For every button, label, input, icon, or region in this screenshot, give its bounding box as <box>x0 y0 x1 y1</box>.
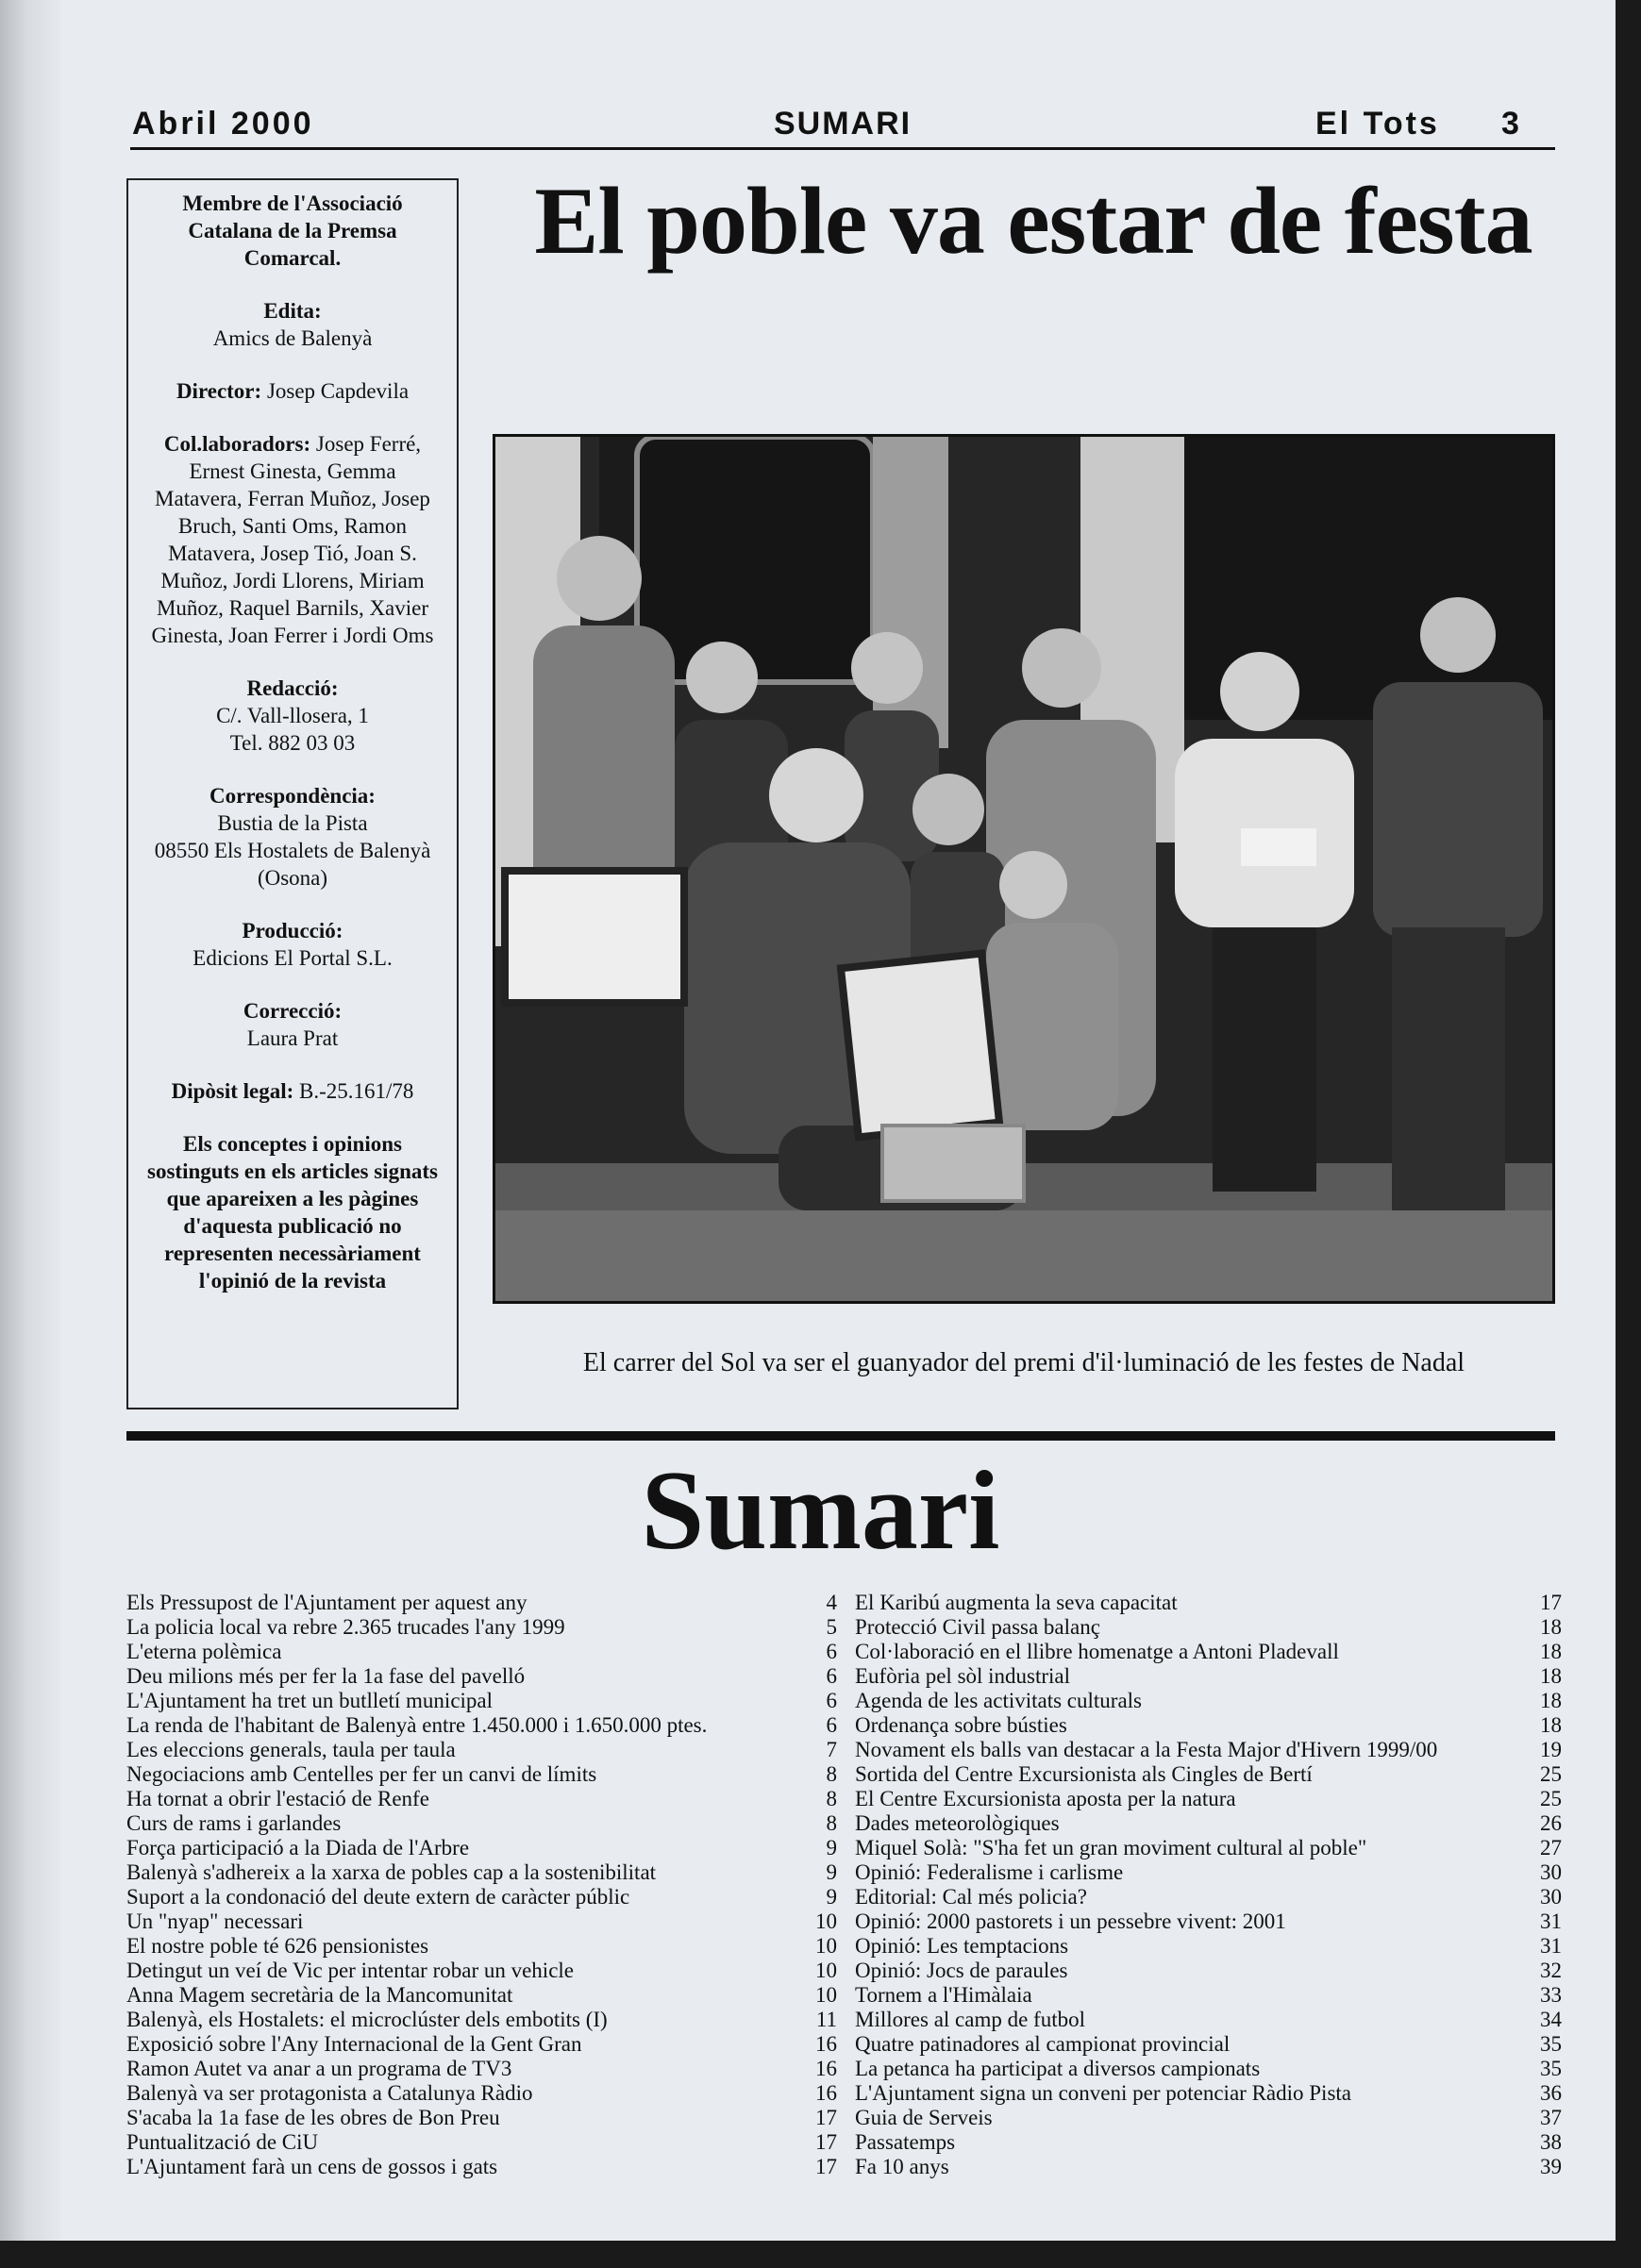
collaborators-label: Col.laboradors: <box>163 432 311 456</box>
contents-entry <box>126 2155 837 2179</box>
production-value: Edicions El Portal S.L. <box>193 946 393 970</box>
contents-entry-page: 17 <box>815 2106 837 2129</box>
editorial-office-address: C/. Vall-llosera, 1 <box>216 704 369 727</box>
contents-entry <box>855 1762 1562 1787</box>
contents-entry <box>126 2057 837 2081</box>
contents-entry-page: 8 <box>826 1811 837 1835</box>
contents-entry-title: Opinió: Federalisme i carlisme <box>855 1860 1124 1884</box>
contents-entry <box>126 1591 837 1615</box>
contents-entry-title: L'Ajuntament ha tret un butlletí municipal <box>126 1689 494 1712</box>
contents-entry-page: 18 <box>1540 1713 1562 1737</box>
contents-entry-page: 17 <box>1540 1591 1562 1614</box>
contents-entry <box>126 2130 837 2155</box>
contents-entry-page: 17 <box>815 2130 837 2154</box>
contents-entry-title: Opinió: Jocs de paraules <box>855 1959 1068 1982</box>
masthead-box <box>126 178 459 1409</box>
contents-entry-title: Força participació a la Diada de l'Arbre <box>126 1836 470 1859</box>
contents-entry-page: 16 <box>815 2032 837 2056</box>
contents-entry-page: 38 <box>1540 2130 1562 2154</box>
contents-entry-title: Ramon Autet va anar a un programa de TV3 <box>126 2057 512 2080</box>
page-gutter-shadow <box>0 0 60 2241</box>
contents-entry-title: Opinió: 2000 pastorets i un pessebre vivent: 2001 <box>855 1909 1286 1933</box>
contents-entry-title: Negociacions amb Centelles per fer un canvi de límits <box>126 1762 597 1786</box>
contents-entry <box>126 1713 837 1738</box>
contents-entry-page: 18 <box>1540 1615 1562 1639</box>
contents-entry-page: 6 <box>826 1689 837 1712</box>
contents-entry <box>126 1836 837 1860</box>
contents-entry-title: Fa 10 anys <box>855 2155 949 2178</box>
contents-entry-title: Col·laboració en el llibre homenatge a Antoni Pladevall <box>855 1640 1339 1663</box>
contents-entry-page: 36 <box>1540 2081 1562 2105</box>
contents-entry <box>126 1615 837 1640</box>
contents-entry <box>855 1664 1562 1689</box>
contents-entry <box>855 1591 1562 1615</box>
contents-entry <box>126 1909 837 1934</box>
contents-entry-title: Quatre patinadores al campionat provincial <box>855 2032 1231 2056</box>
proofreading-block <box>146 997 439 1052</box>
contents-entry-page: 9 <box>826 1836 837 1859</box>
contents-entry-page: 8 <box>826 1787 837 1810</box>
contents-entry-page: 37 <box>1540 2106 1562 2129</box>
collaborators-block <box>146 430 439 649</box>
contents-entry-page: 8 <box>826 1762 837 1786</box>
contents-entry-page: 33 <box>1540 1983 1562 2007</box>
contents-entry-title: Miquel Solà: "S'ha fet un gran moviment cultural al poble" <box>855 1836 1367 1859</box>
contents-entry <box>855 2106 1562 2130</box>
contents-entry-page: 32 <box>1540 1959 1562 1982</box>
contents-entry-title: Guia de Serveis <box>855 2106 993 2129</box>
contents-entry-page: 25 <box>1540 1762 1562 1786</box>
contents-entry-title: Els Pressupost de l'Ajuntament per aquest any <box>126 1591 527 1614</box>
contents-entry-page: 39 <box>1540 2155 1562 2178</box>
collaborators-value: Josep Ferré, Ernest Ginesta, Gemma Matavera, Ferran Muñoz, Josep Bruch, Santi Oms, Ramon Matavera, Josep Tió, Joan S. Muñoz, Jordi Llorens, Miriam Muñoz, Raquel Barnils, Xavier Ginesta, Joan Ferrer i Jordi Oms <box>151 432 434 647</box>
contents-entry <box>855 1909 1562 1934</box>
publisher-value: Amics de Balenyà <box>212 326 373 350</box>
contents-entry-title: Exposició sobre l'Any Internacional de la Gent Gran <box>126 2032 582 2056</box>
contents-entry <box>855 1689 1562 1713</box>
contents-entry-page: 35 <box>1540 2032 1562 2056</box>
contents-entry-title: Editorial: Cal més policia? <box>855 1885 1087 1909</box>
contents-entry <box>855 1885 1562 1909</box>
contents-entry-page: 31 <box>1540 1909 1562 1933</box>
feature-photo <box>493 434 1555 1304</box>
contents-entry <box>126 1689 837 1713</box>
contents-entry-title: Un "nyap" necessari <box>126 1909 304 1933</box>
contents-entry <box>855 1836 1562 1860</box>
page-number: 3 <box>1501 106 1522 142</box>
contents-entry <box>126 1738 837 1762</box>
contents-entry <box>126 1860 837 1885</box>
contents-entry <box>855 1934 1562 1959</box>
contents-entry-title: Passatemps <box>855 2130 956 2154</box>
contents-entry-title: El nostre poble té 626 pensionistes <box>126 1934 429 1958</box>
contents-entry-title: Curs de rams i garlandes <box>126 1811 342 1835</box>
contents-entry <box>855 1787 1562 1811</box>
contents-entry-title: Detingut un veí de Vic per intentar robar un vehicle <box>126 1959 575 1982</box>
contents-entry <box>855 1615 1562 1640</box>
contents-entry-page: 7 <box>826 1738 837 1761</box>
proofreading-value: Laura Prat <box>246 1026 339 1050</box>
contents-entry-title: Deu milions més per fer la 1a fase del pavelló <box>126 1664 526 1688</box>
contents-entry <box>855 1640 1562 1664</box>
contents-entry <box>126 1811 837 1836</box>
contents-entry-title: Balenyà s'adhereix a la xarxa de pobles cap a la sostenibilitat <box>126 1860 657 1884</box>
contents-entry-page: 17 <box>815 2155 837 2178</box>
production-label: Producció: <box>242 919 343 942</box>
contents-entry-title: Balenyà, els Hostalets: el microclúster dels embotits (I) <box>126 2008 608 2031</box>
contents-entry-title: Anna Magem secretària de la Mancomunitat <box>126 1983 513 2007</box>
contents-entry-page: 25 <box>1540 1787 1562 1810</box>
contents-entry <box>855 1811 1562 1836</box>
contents-entry-title: Opinió: Les temptacions <box>855 1934 1069 1958</box>
contents-entry-title: L'Ajuntament farà un cens de gossos i gats <box>126 2155 498 2178</box>
contents-entry-page: 10 <box>815 1934 837 1958</box>
contents-entry <box>855 1713 1562 1738</box>
legal-deposit-block <box>146 1077 439 1105</box>
contents-entry <box>126 1934 837 1959</box>
contents-entry <box>126 2081 837 2106</box>
contents-entry <box>126 1983 837 2008</box>
legal-deposit-label: Dipòsit legal: <box>171 1079 294 1103</box>
contents-entry <box>126 1640 837 1664</box>
director-block <box>146 377 439 405</box>
contents-entry-title: Puntualització de CiU <box>126 2130 319 2154</box>
contents-entry-page: 10 <box>815 1959 837 1982</box>
legal-deposit-value: B.-25.161/78 <box>299 1079 414 1103</box>
contents-entry-page: 4 <box>826 1591 837 1614</box>
contents-entry <box>855 1959 1562 1983</box>
contents-entry <box>126 1787 837 1811</box>
contents-entry-page: 6 <box>826 1640 837 1663</box>
contents-entry-page: 34 <box>1540 2008 1562 2031</box>
correspondence-label: Correspondència: <box>209 784 376 808</box>
contents-entry-title: La renda de l'habitant de Balenyà entre 1.450.000 i 1.650.000 ptes. <box>126 1713 708 1737</box>
contents-entry-title: Sortida del Centre Excursionista als Cingles de Bertí <box>855 1762 1313 1786</box>
contents-entry-title: El Karibú augmenta la seva capacitat <box>855 1591 1178 1614</box>
publisher-block <box>146 297 439 352</box>
contents-entry-title: Protecció Civil passa balanç <box>855 1615 1100 1639</box>
contents-entry-title: Eufòria pel sòl industrial <box>855 1664 1071 1688</box>
contents-entry <box>126 1885 837 1909</box>
editorial-office-phone: Tel. 882 03 03 <box>229 731 356 755</box>
contents-entry <box>126 1762 837 1787</box>
contents-entry-title: Suport a la condonació del deute extern de caràcter públic <box>126 1885 630 1909</box>
contents-entry <box>855 2155 1562 2179</box>
contents-entry <box>855 2032 1562 2057</box>
issue-date: Abril 2000 <box>132 106 314 142</box>
correspondence-block <box>146 782 439 892</box>
feature-headline: El poble va estar de festa <box>534 168 1532 275</box>
contents-entry-title: La policia local va rebre 2.365 trucades l'any 1999 <box>126 1615 565 1639</box>
director-label: Director: <box>176 379 262 403</box>
contents-entry-page: 27 <box>1540 1836 1562 1859</box>
contents-column-right <box>855 1591 1562 2179</box>
correspondence-line2: 08550 Els Hostalets de Balenyà (Osona) <box>154 839 431 890</box>
running-header <box>130 106 1555 150</box>
contents-entry-page: 11 <box>815 2008 837 2031</box>
section-divider <box>126 1431 1555 1441</box>
contents-entry-page: 5 <box>826 1615 837 1639</box>
contents-entry <box>855 2081 1562 2106</box>
contents-entry-title: Ordenança sobre bústies <box>855 1713 1067 1737</box>
group-photo-illustration <box>495 437 1552 1301</box>
contents-entry-page: 9 <box>826 1860 837 1884</box>
membership-note: Membre de l'Associació Catalana de la Premsa Comarcal. <box>182 192 403 270</box>
contents-entry-page: 10 <box>815 1983 837 2007</box>
production-block <box>146 917 439 972</box>
contents-entry-page: 18 <box>1540 1664 1562 1688</box>
publication-name: El Tots <box>1315 106 1440 142</box>
contents-entry-title: Tornem a l'Himàlaia <box>855 1983 1032 2007</box>
correspondence-line1: Bustia de la Pista <box>217 811 368 835</box>
contents-entry-title: El Centre Excursionista aposta per la natura <box>855 1787 1236 1810</box>
proofreading-label: Correcció: <box>243 999 343 1023</box>
contents-entry-page: 10 <box>815 1909 837 1933</box>
contents-entry-title: Balenyà va ser protagonista a Catalunya Ràdio <box>126 2081 533 2105</box>
contents-entry-page: 31 <box>1540 1934 1562 1958</box>
contents-entry-page: 16 <box>815 2057 837 2080</box>
contents-entry-page: 16 <box>815 2081 837 2105</box>
contents-entry-title: Millores al camp de futbol <box>855 2008 1085 2031</box>
contents-entry <box>126 2106 837 2130</box>
contents-entry <box>855 2130 1562 2155</box>
contents-entry <box>855 2057 1562 2081</box>
contents-column-left <box>126 1591 837 2179</box>
contents-entry-title: Novament els balls van destacar a la Festa Major d'Hivern 1999/00 <box>855 1738 1438 1761</box>
contents-entry <box>855 1738 1562 1762</box>
disclaimer: Els conceptes i opinions sostinguts en els articles signats que apareixen a les pàgines d'aquesta publicació no representen necessàriament l'opinió de la revista <box>147 1132 438 1292</box>
contents-entry-page: 18 <box>1540 1689 1562 1712</box>
contents-entry-title: L'eterna polèmica <box>126 1640 282 1663</box>
contents-entry-page: 18 <box>1540 1640 1562 1663</box>
contents-entry-page: 19 <box>1540 1738 1562 1761</box>
contents-entry-page: 26 <box>1540 1811 1562 1835</box>
contents-entry <box>855 1860 1562 1885</box>
contents-entry <box>126 1664 837 1689</box>
editorial-office-block <box>146 675 439 757</box>
contents-entry <box>126 1959 837 1983</box>
contents-entry-title: Dades meteorològiques <box>855 1811 1060 1835</box>
sumari-title: Sumari <box>641 1447 1000 1573</box>
contents-entry-page: 6 <box>826 1664 837 1688</box>
contents-entry-title: Ha tornat a obrir l'estació de Renfe <box>126 1787 429 1810</box>
publisher-label: Edita: <box>263 299 322 323</box>
contents-entry-title: Agenda de les activitats culturals <box>855 1689 1143 1712</box>
contents-entry-title: La petanca ha participat a diversos campionats <box>855 2057 1261 2080</box>
contents-entry-page: 35 <box>1540 2057 1562 2080</box>
contents-entry-page: 6 <box>826 1713 837 1737</box>
editorial-office-label: Redacció: <box>246 676 339 700</box>
contents-entry <box>126 2008 837 2032</box>
photo-caption: El carrer del Sol va ser el guanyador del premi d'il·luminació de les festes de Nadal <box>582 1348 1465 1377</box>
contents-entry <box>855 2008 1562 2032</box>
contents-entry-page: 30 <box>1540 1885 1562 1909</box>
contents-entry <box>126 2032 837 2057</box>
director-value: Josep Capdevila <box>266 379 410 403</box>
contents-entry-title: S'acaba la 1a fase de les obres de Bon Preu <box>126 2106 500 2129</box>
contents-entry-page: 9 <box>826 1885 837 1909</box>
contents-entry <box>855 1983 1562 2008</box>
section-name: SUMARI <box>774 106 913 142</box>
contents-entry-title: Les eleccions generals, taula per taula <box>126 1738 456 1761</box>
contents-entry-page: 30 <box>1540 1860 1562 1884</box>
contents-entry-title: L'Ajuntament signa un conveni per potenciar Ràdio Pista <box>855 2081 1351 2105</box>
